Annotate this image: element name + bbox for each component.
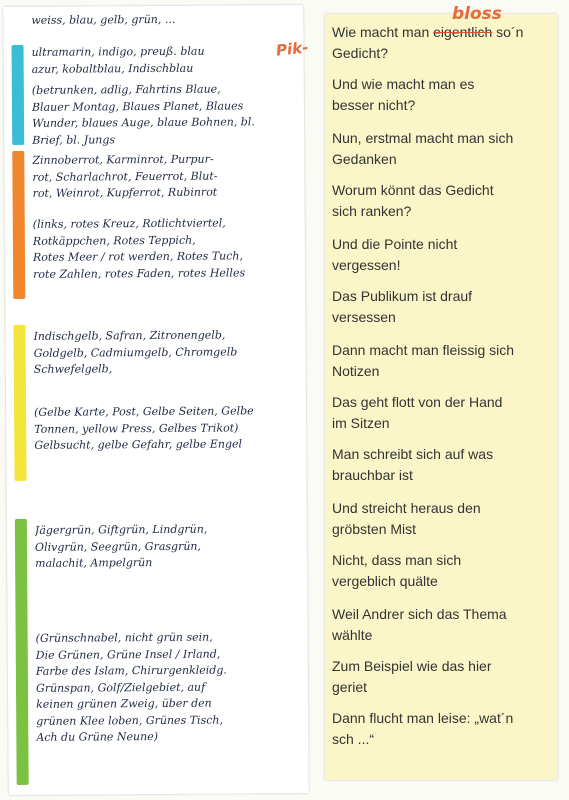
hw-line: malachit, Ampelgrün: [35, 556, 153, 570]
poem-stanza-1: [332, 22, 554, 63]
hw-line: Rotes Meer / rot werden, Rotes Tuch,: [32, 249, 244, 264]
green-phrases: [36, 629, 305, 746]
poem-line: Gedicht?: [332, 44, 389, 61]
poem-line: besser nicht?: [332, 96, 416, 113]
hw-line: Tonnen, yellow Press, Gelbes Trikot): [34, 420, 239, 436]
blue-marker-band: [12, 45, 25, 145]
poem-line: versessen: [332, 308, 396, 325]
poem-stanza-10: [332, 498, 554, 539]
blue-words: [32, 43, 300, 78]
green-marker-band: [15, 519, 29, 785]
hw-line: weiss, blau, gelb, grün, ...: [31, 12, 176, 27]
poem-note-sheet: [325, 14, 557, 780]
poem-line: Dann flucht man leise: „wat´n: [332, 710, 514, 726]
red-words: [32, 151, 300, 202]
poem-text: Wie macht man: [332, 24, 434, 40]
hw-line: (Grünschnabel, nicht grün sein,: [35, 630, 213, 645]
hw-line: rote Zahlen, rotes Faden, rotes Helles: [33, 265, 246, 281]
annotation-bloss: bloss: [452, 4, 502, 24]
poem-stanza-12: [332, 604, 554, 645]
poem-stanza-2: [332, 74, 554, 115]
poem-line: Und die Pointe nicht: [332, 236, 458, 252]
poem-text: so´n: [492, 24, 524, 40]
yellow-marker-band: [13, 325, 26, 481]
poem-line: vergeblich quälte: [332, 572, 438, 589]
poem-stanza-13: [332, 656, 554, 697]
hw-line: Olivgrün, Seegrün, Grasgrün,: [34, 539, 202, 554]
poem-line: sich ranken?: [332, 202, 412, 219]
yellow-phrases: [34, 403, 302, 454]
hw-line: Die Grünen, Grüne Insel / Irland,: [35, 647, 221, 662]
poem-line: Worum könnt das Gedicht: [332, 182, 494, 198]
hw-line: Wunder, blaues Auge, blaue Bohnen, bl.: [32, 115, 255, 130]
red-phrases: [33, 215, 301, 283]
poem-line: Nun, erstmal macht man sich: [332, 130, 514, 146]
hw-line: Jägergrün, Giftgrün, Lindgrün,: [34, 522, 208, 537]
poem-line: Das Publikum ist drauf: [332, 288, 473, 304]
blue-phrases: [32, 81, 300, 149]
hw-line: Gelbsucht, gelbe Gefahr, gelbe Engel: [34, 437, 243, 452]
hw-line: Rotkäppchen, Rotes Teppich,: [32, 233, 196, 248]
poem-line: [332, 22, 554, 43]
hw-line: Schwefelgelb,: [33, 362, 113, 376]
hw-line: azur, kobaltblau, Indischblau: [31, 61, 194, 76]
hw-line: ultramarin, indigo, preuß. blau: [31, 44, 205, 59]
poem-line: brauchbar ist: [332, 466, 413, 483]
poem-line: Das geht flott von der Hand: [332, 394, 503, 410]
poem-line: Gedanken: [332, 150, 397, 167]
poem-line: geriet: [332, 678, 368, 695]
orange-marker-band: [12, 151, 25, 299]
hw-line: Goldgelb, Cadmiumgelb, Chromgelb: [33, 344, 238, 360]
hw-line: keinen grünen Zweig, über den: [36, 696, 212, 711]
poem-stanza-4: [332, 180, 554, 221]
handwritten-notes-sheet: [3, 5, 308, 795]
poem-line: Man schreibt sich auf was: [332, 446, 494, 462]
poem-line: Zum Beispiel wie das hier: [332, 658, 492, 674]
poem-stanza-7: [332, 340, 554, 381]
hw-line: Zinnoberrot, Karminrot, Purpur-: [32, 152, 214, 167]
green-words: [35, 521, 303, 572]
hw-line: Indischgelb, Safran, Zitronengelb,: [33, 328, 226, 343]
yellow-words: [34, 327, 302, 378]
poem-stanza-14: [332, 708, 554, 749]
poem-line: Und streicht heraus den: [332, 500, 481, 516]
poem-line: Nicht, dass man sich: [332, 552, 462, 568]
poem-line: Weil Andrer sich das Thema: [332, 606, 507, 622]
poem-stanza-6: [332, 286, 554, 327]
poem-stanza-5: [332, 234, 554, 275]
hw-line: rot, Scharlachrot, Feuerrot, Blut-: [32, 169, 218, 184]
poem-stanza-9: [332, 444, 554, 485]
hw-line: (Gelbe Karte, Post, Gelbe Seiten, Gelbe: [34, 404, 254, 419]
hw-line: Blauer Montag, Blaues Planet, Blaues: [31, 98, 244, 114]
hw-line: grünen Klee loben, Grünes Tisch,: [36, 713, 223, 728]
hw-line: Brief, bl. Jungs: [32, 132, 116, 147]
poem-line: wählte: [332, 626, 373, 643]
hw-line: (links, rotes Kreuz, Rotlichtviertel,: [32, 216, 226, 231]
poem-line: vergessen!: [332, 256, 401, 273]
hw-line: Grünspan, Golf/Zielgebiet, auf: [35, 680, 206, 695]
annotation-pik: Pik-: [275, 38, 310, 60]
hw-line: Farbe des Islam, Chirurgenkleidg.: [35, 663, 227, 678]
poem-line: gröbsten Mist: [332, 520, 417, 537]
hw-line: rot, Weinrot, Kupferrot, Rubinrot: [32, 185, 218, 200]
struck-word: eigentlich: [433, 24, 493, 40]
poem-line: im Sitzen: [332, 414, 390, 431]
top-partial-line: [31, 11, 299, 29]
poem-line: sch ...“: [332, 730, 375, 747]
poem-stanza-11: [332, 550, 554, 591]
poem-line: Dann macht man fleissig sich: [332, 342, 515, 358]
poem-line: Notizen: [332, 362, 380, 379]
hw-line: (betrunken, adlig, Fahrtins Blaue,: [31, 82, 221, 97]
poem-stanza-3: [332, 128, 554, 169]
poem-line: Und wie macht man es: [332, 76, 475, 92]
poem-stanza-8: [332, 392, 554, 433]
hw-line: Ach du Grüne Neune): [36, 729, 159, 744]
